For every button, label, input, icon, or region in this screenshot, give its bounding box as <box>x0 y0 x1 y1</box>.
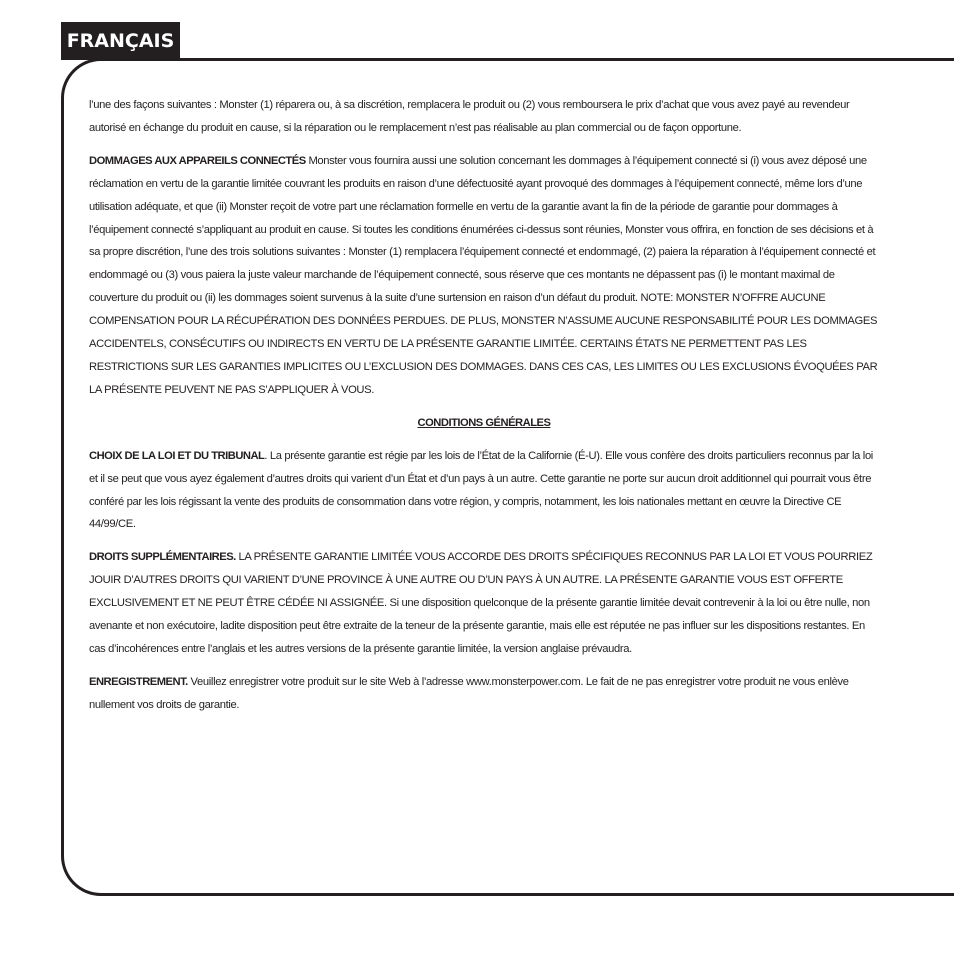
rights-paragraph <box>89 546 879 661</box>
connected-damages-paragraph <box>89 150 879 402</box>
connected-damages-text: Monster vous fournira aussi une solution concernant les dommages à l’équipement connecté si (i) vous avez déposé une réclamation en vertu de la garantie limitée couvrant les produits en raison d’une défectuosité ayant provoqué des dommages à l’équipement connecté, même lors d’une utilisation adéquate, et que (ii) Monster reçoit de votre part une réclamation formelle en vertu de la garantie avant la fin de la période de garantie pour dommages à l’équipement connecté s’appliquant au produit en cause. Si toutes les conditions énumérées ci-dessus sont réunies, Monster vous offrira, en fonction de ses décisions et à sa propre discrétion, l’une des trois solutions suivantes : Monster (1) remplacera l’équipement connecté et endommagé, (2) paiera la réparation à l’équipement connecté et endommagé ou (3) vous paiera la juste valeur marchande de l’équipement connecté, sous réserve que ces montants ne dépassent pas (i) le montant maximal de couverture du produit ou (ii) les dommages soient survenus à la suite d’une surtension en raison d’un défaut du produit. NOTE: MONSTER N’OFFRE AUCUNE COMPENSATION POUR LA RÉCUPÉRATION DES DONNÉES PERDUES. DE PLUS, MONSTER N’ASSUME AUCUNE RESPONSABILITÉ POUR LES DOMMAGES ACCIDENTELS, CONSÉCUTIFS OU INDIRECTS EN VERTU DE LA PRÉSENTE GARANTIE LIMITÉE. CERTAINS ÉTATS NE PERMETTENT PAS LES RESTRICTIONS SUR LES GARANTIES IMPLICITES OU L’EXCLUSION DES DOMMAGES. DANS CES CAS, LES LIMITES OU LES EXCLUSIONS ÉVOQUÉES PAR LA PRÉSENTE PEUVENT NE PAS S’APPLIQUER À VOUS. <box>89 154 878 396</box>
law-text: . La présente garantie est régie par les lois de l’État de la Californie (É-U). Elle vous confère des droits particuliers reconnus par la loi et il se peut que vous ayez également d’autres droits qui varient d’un État et d’un pays à un autre. Cette garantie ne porte sur aucun droit additionnel qui pourrait vous être conféré par les lois régissant la vente des produits de consommation dans votre région, y compris, notamment, les lois nationales mettant en œuvre la Directive CE 44/99/CE. <box>89 449 873 531</box>
intro-paragraph: l’une des façons suivantes : Monster (1) réparera ou, à sa discrétion, remplacera le produit ou (2) vous remboursera le prix d’achat que vous avez payé au revendeur autorisé en échange du produit en cause, si la réparation ou le remplacement n’est pas réalisable au plan commercial ou de façon opportune. <box>89 99 850 134</box>
connected-damages-title: DOMMAGES AUX APPAREILS CONNECTÉS <box>89 154 306 167</box>
general-conditions-heading: CONDITIONS GÉNÉRALES <box>417 416 551 429</box>
law-paragraph <box>89 445 879 537</box>
rights-title: DROITS SUPPLÉMENTAIRES. <box>89 551 236 564</box>
law-title: CHOIX DE LA LOI ET DU TRIBUNAL <box>89 449 265 462</box>
registration-text: Veuillez enregistrer votre produit sur le site Web à l’adresse www.monsterpower.com. Le fait de ne pas enregistrer votre produit ne vous enlève nullement vos droits de garantie. <box>89 675 849 711</box>
rights-text: LA PRÉSENTE GARANTIE LIMITÉE VOUS ACCORDE DES DROITS SPÉCIFIQUES RECONNUS PAR LA LOI ET VOUS POURRIEZ JOUIR D’AUTRES DROITS QUI VARIENT D’UNE PROVINCE À UNE AUTRE OU D’UN PAYS À UN AUTRE. LA PRÉSENTE GARANTIE VOUS EST OFFERTE EXCLUSIVEMENT ET NE PEUT ÊTRE CÉDÉE NI ASSIGNÉE. Si une disposition quelconque de la présente garantie limitée devait contrevenir à la loi ou être nulle, non avenante et non exécutoire, ladite disposition peut être extraite de la teneur de la présente garantie, mais elle est réputée ne pas influer sur les dispositions restantes. En cas d’incohérences entre l’anglais et les autres versions de la présente garantie limitée, la version anglaise prévaudra. <box>89 551 873 655</box>
warranty-text <box>89 94 879 727</box>
registration-paragraph <box>89 671 879 717</box>
registration-title: ENREGISTREMENT. <box>89 675 188 688</box>
language-tab: FRANÇAIS <box>61 22 180 60</box>
